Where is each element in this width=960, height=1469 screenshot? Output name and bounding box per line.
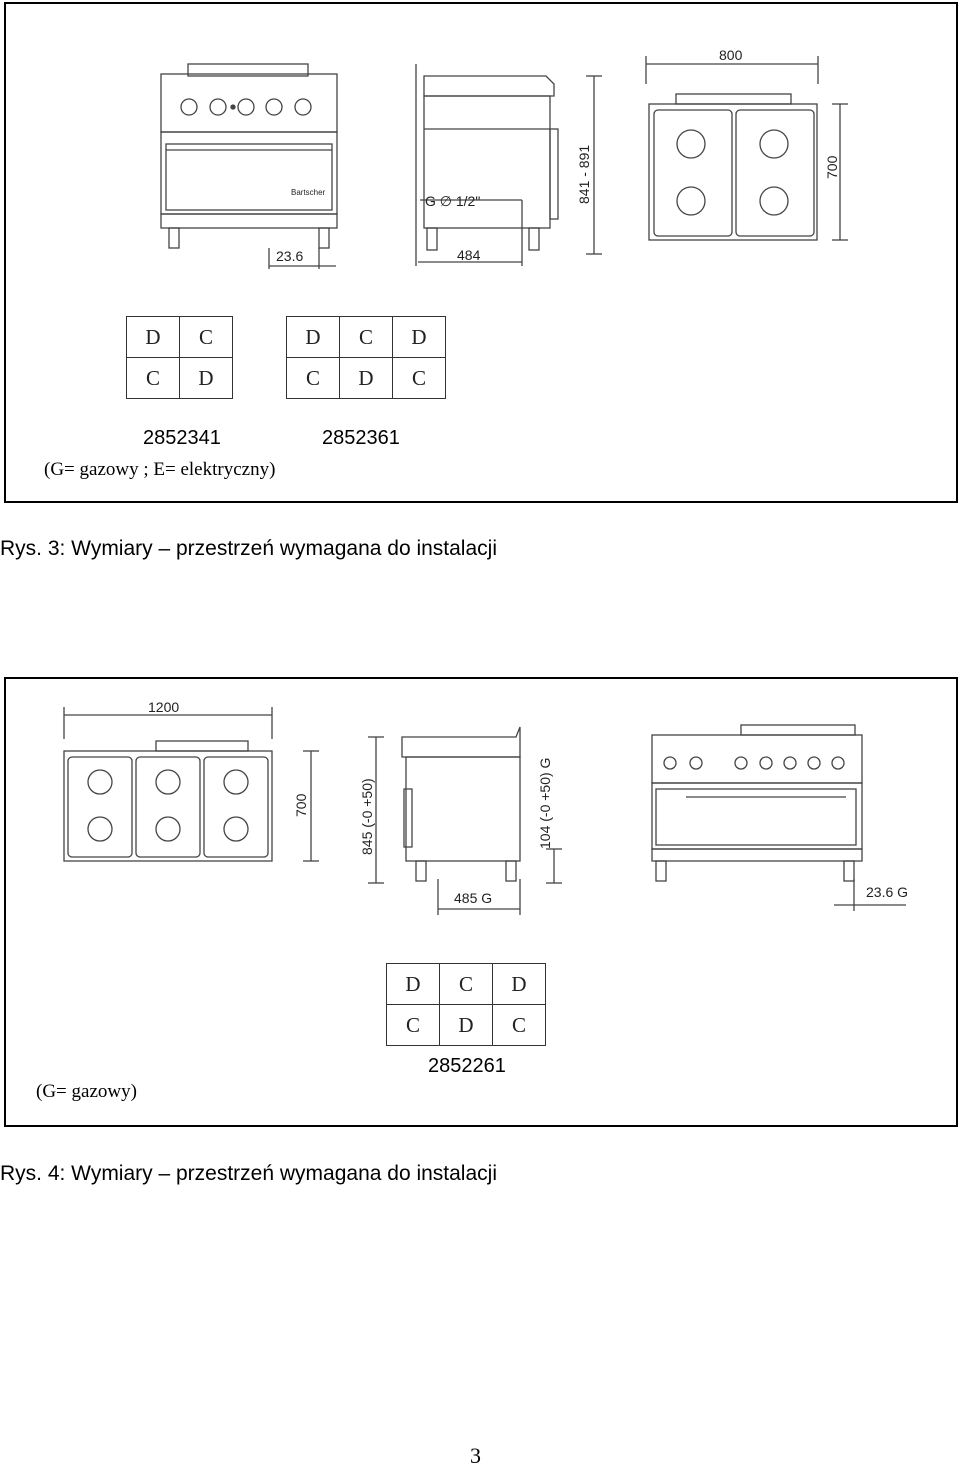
brand-logo-text: Bartscher	[291, 188, 326, 197]
grid-cell: D	[340, 358, 393, 399]
dim-leg-label: 23.6	[276, 248, 304, 264]
grid-cell: C	[180, 317, 233, 358]
product-code: 2852341	[143, 427, 221, 449]
product-code: 2852261	[428, 1055, 506, 1077]
grid-cell: D	[180, 358, 233, 399]
dim-gas-offset-label: 484	[457, 247, 481, 263]
grid-cell: D	[287, 317, 340, 358]
dim-width-label: 800	[719, 47, 743, 63]
figure-4-caption: Rys. 4: Wymiary – przestrzeń wymagana do instalacji	[0, 1162, 497, 1185]
dim-gas-label: G ∅ 1/2"	[425, 193, 481, 209]
dim-height-label: 841 - 891	[576, 144, 592, 204]
dim-height-label: 845 (-0 +50)	[359, 778, 375, 855]
dim-depth-label: 700	[293, 793, 309, 817]
grid-cell: C	[340, 317, 393, 358]
dim-gas-height-label: 104 (-0 +50) G	[537, 757, 553, 849]
grid-cell: C	[127, 358, 180, 399]
burner-grid-2852361	[286, 316, 446, 399]
grid-cell: C	[387, 1005, 440, 1046]
figure-3-frame	[4, 2, 958, 503]
grid-cell: C	[287, 358, 340, 399]
dim-width-label: 1200	[148, 699, 180, 715]
burner-grid-2852261	[386, 963, 546, 1046]
dim-depth-label: 700	[824, 155, 840, 179]
figure-4-frame	[4, 677, 958, 1127]
grid-cell: C	[440, 964, 493, 1005]
legend-text: (G= gazowy)	[36, 1081, 137, 1102]
grid-cell: C	[393, 358, 446, 399]
product-code: 2852361	[322, 427, 400, 449]
dim-leg-label: 23.6 G	[866, 884, 909, 900]
grid-cell: D	[493, 964, 546, 1005]
page-number: 3	[470, 1443, 481, 1468]
front-view-6-burner	[6, 679, 960, 929]
figure-3-caption: Rys. 3: Wymiary – przestrzeń wymagana do instalacji	[0, 537, 497, 560]
grid-cell: D	[440, 1005, 493, 1046]
burner-grid-2852341	[126, 316, 233, 399]
top-view-4-burner	[6, 4, 960, 294]
grid-cell: D	[393, 317, 446, 358]
grid-cell: D	[387, 964, 440, 1005]
grid-cell: D	[127, 317, 180, 358]
grid-cell: C	[493, 1005, 546, 1046]
legend-text: (G= gazowy ; E= elektryczny)	[44, 459, 276, 480]
dim-gas-offset-label: 485 G	[454, 890, 493, 906]
